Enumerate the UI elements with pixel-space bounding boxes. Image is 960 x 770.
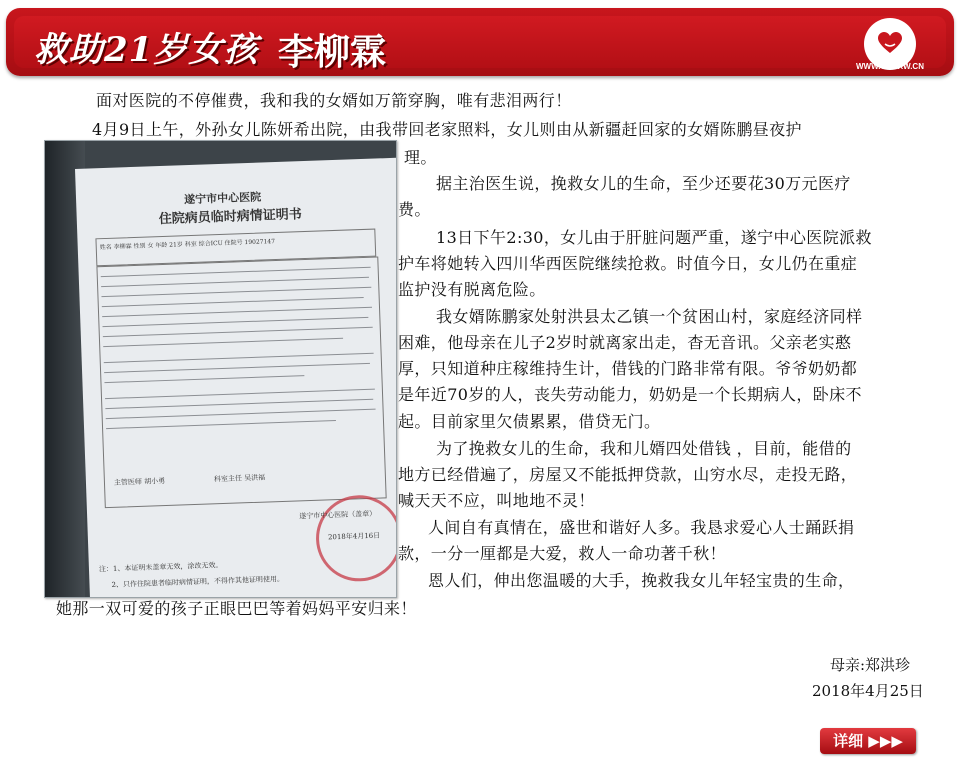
header-title-script: 救助21岁女孩 — [34, 30, 259, 70]
stamp-name: 遂宁市中心医院（盖章） — [299, 509, 377, 521]
paragraph-line: 人间自有真情在，盛世和谐好人多。我恳求爱心人士踊跃捐 — [428, 518, 855, 537]
attending-doctor: 主管医师 胡小勇 — [113, 477, 166, 487]
paragraph-line: 厚，只知道种庄稼维持生计，借钱的门路非常有限。爷爷奶奶都 — [398, 359, 858, 378]
paragraph-line: 款，一分一厘都是大爱，救人一命功著千秋！ — [398, 544, 727, 563]
paragraph-line: 地方已经借遍了，房屋又不能抵押贷款，山穷水尽，走投无路， — [398, 465, 858, 484]
page-header — [6, 8, 954, 76]
header-title-name: 李柳霖 — [278, 32, 387, 73]
paragraph-line: 据主治医生说，挽救女儿的生命，至少还要花30万元医疗 — [436, 174, 851, 193]
heart-icon — [878, 32, 902, 54]
certificate-title: 住院病员临时病情证明书 — [158, 207, 303, 228]
paragraph-line: 困难，他母亲在儿子2岁时就离家出走，杳无音讯。父亲老实憨 — [398, 333, 852, 352]
details-button[interactable]: 详细 ▶▶▶ — [820, 728, 916, 754]
certificate-note-1: 注：1、本证明未盖章无效，涂改无效。 — [98, 561, 223, 574]
certificate-fields: 姓名 李柳霖 性别 女 年龄 21岁 科室 综合ICU 住院号 19027147 — [95, 229, 376, 267]
paragraph-line: 我女婿陈鹏家处射洪县太乙镇一个贫困山村，家庭经济同样 — [436, 307, 863, 326]
certificate-note-2: 2、只作住院患者临时病情证明，不得作其他证明使用。 — [111, 574, 285, 589]
paragraph-line: 理。 — [404, 148, 437, 167]
paragraph-line: 面对医院的不停催费，我和我的女婿如万箭穿胸，唯有悲泪两行！ — [96, 91, 572, 110]
logo-url: WWW.TMAXW.CN — [856, 62, 924, 71]
certificate-hospital: 遂宁市中心医院 — [183, 190, 262, 207]
certificate-paper — [75, 157, 397, 598]
paragraph-line: 13日下午2:30，女儿由于肝脏问题严重，遂宁中心医院派救 — [436, 228, 872, 247]
paragraph-line: 监护没有脱离危险。 — [398, 280, 546, 299]
signature-date: 2018年4月25日 — [812, 682, 924, 700]
paragraph-line: 恩人们，伸出您温暖的大手，挽救我女儿年轻宝贵的生命， — [428, 571, 855, 590]
paragraph-line: 费。 — [398, 200, 431, 219]
paragraph-line: 4月9日上午，外孙女儿陈妍希出院，由我带回老家照料，女儿则由从新疆赶回家的女婿陈鹏昼夜护 — [92, 120, 802, 139]
paragraph-line: 护车将她转入四川华西医院继续抢救。时值今日，女儿仍在重症 — [398, 254, 858, 273]
paragraph-line: 为了挽救女儿的生命，我和儿婿四处借钱 ，目前，能借的 — [436, 439, 852, 458]
paragraph-line: 是年近70岁的人，丧失劳动能力，奶奶是一个长期病人，卧床不 — [398, 385, 862, 404]
charity-logo — [842, 18, 940, 70]
department-director: 科室主任 吴洪福 — [213, 473, 266, 484]
certificate-photo — [44, 140, 397, 598]
paragraph-line: 起。目前家里欠债累累，借贷无门。 — [398, 412, 661, 431]
stamp-date: 2018年4月16日 — [327, 531, 381, 542]
paragraph-line: 她那一双可爱的孩子正眼巴巴等着妈妈平安归来！ — [56, 599, 417, 618]
paragraph-line: 喊天天不应，叫地地不灵！ — [398, 491, 595, 510]
signature-mother: 母亲:郑洪珍 — [830, 656, 911, 674]
